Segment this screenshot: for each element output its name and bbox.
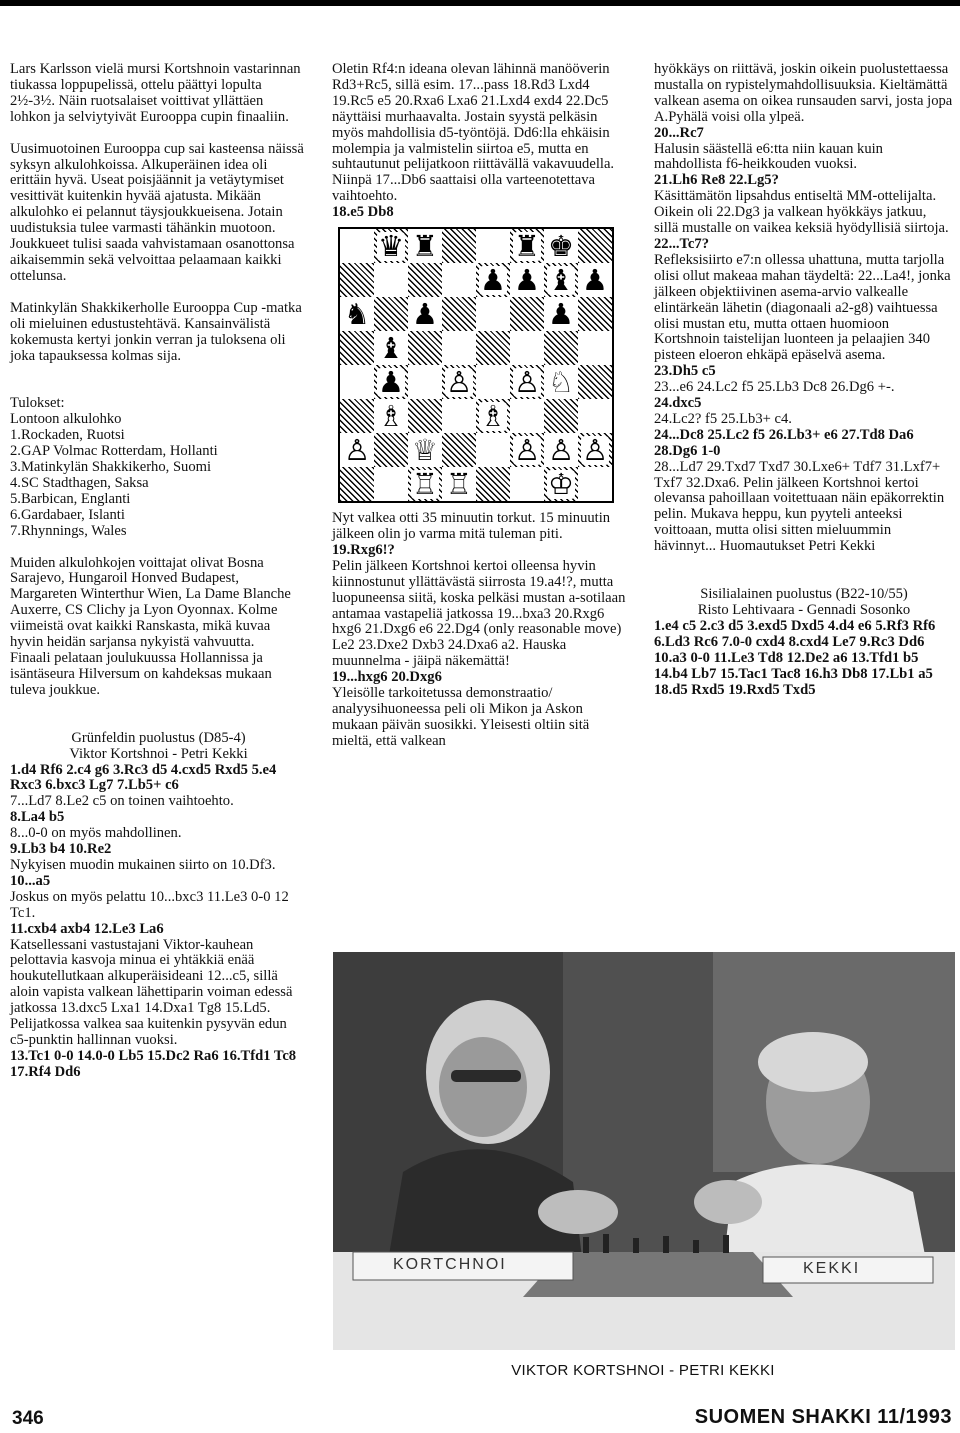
game-moves: 23.Dh5 c5 xyxy=(654,363,716,380)
board-square xyxy=(340,467,374,501)
chess-piece: ♝ xyxy=(548,262,574,297)
board-square xyxy=(578,263,612,297)
page-number: 346 xyxy=(12,1408,44,1429)
board-square xyxy=(340,399,374,433)
board-square xyxy=(544,297,578,331)
chess-piece: ♙ xyxy=(344,432,370,467)
game-moves: 19.Rxg6!? xyxy=(332,541,395,558)
board-square xyxy=(510,467,544,501)
board-square xyxy=(374,365,408,399)
board-square xyxy=(578,229,612,263)
board-square xyxy=(408,229,442,263)
board-square xyxy=(544,433,578,467)
board-square xyxy=(476,297,510,331)
chess-piece: ♟ xyxy=(378,364,404,399)
game-comment: 8...0-0 on myös mahdollinen. xyxy=(10,825,182,842)
board-square xyxy=(544,365,578,399)
board-square xyxy=(476,399,510,433)
results-item: 6.Gardabaer, Islanti xyxy=(10,506,125,523)
column-1 xyxy=(10,62,307,1081)
board-square xyxy=(340,331,374,365)
nameplate-left: KORTCHNOI xyxy=(393,1256,507,1273)
board-square xyxy=(442,433,476,467)
board-square xyxy=(340,365,374,399)
board-square xyxy=(510,297,544,331)
board-square xyxy=(578,365,612,399)
game-moves: 11.cxb4 axb4 12.Le3 La6 xyxy=(10,920,164,937)
board-square xyxy=(442,331,476,365)
chess-piece: ♕ xyxy=(412,432,438,467)
board-square xyxy=(578,331,612,365)
chess-piece: ♟ xyxy=(412,296,438,331)
board-square xyxy=(442,263,476,297)
board-square xyxy=(510,365,544,399)
paragraph: Käsittämätön lipsahdus entiseltä MM-ottelijalta. Oikein oli 22.Dg3 ja valkean hyökkäys jatkuu, sillä mustalle on vaikea keksiä hyödyllisiä siirtoja. xyxy=(654,188,949,237)
results-item: 5.Barbican, Englanti xyxy=(10,490,131,507)
paragraph: Refleksisiirto e7:n ollessa uhattuna, mutta tarjolla olisi ollut makeaa mahan täydeltä: 22...La4!, jonka jälkeen objektiivinen asema-arvio valkealle elintärkeän lähetin (diagonaali a2-g8) vaihtuessa olisi mustan etu, mutta ottaen huomioon Kortshnoin taistelijan luonteen ja pelaajien 340 pisteen eloeron ehkäpä epäselvä asema. xyxy=(654,251,951,364)
game-title: Sisilialainen puolustus (B22-10/55) xyxy=(700,586,908,603)
chess-piece: ♟ xyxy=(582,262,608,297)
board-square xyxy=(374,263,408,297)
board-square xyxy=(442,467,476,501)
paragraph: 28...Ld7 29.Txd7 Txd7 30.Lxe6+ Tdf7 31.Lxf7+ Txf7 32.Dxa6. Pelin jälkeen Kortshnoi kertoi olevansa pahoillaan voitettuaan näin epäkorrektin pelin. Mukava heppu, kun pyyteli anteeksi voittoaan, mutta olisi sitten mieluummin hävinnyt... Huomautukset Petri Kekki xyxy=(654,458,945,555)
board-square xyxy=(408,331,442,365)
board-square xyxy=(510,399,544,433)
board-square xyxy=(374,467,408,501)
results-item: 2.GAP Volmac Rotterdam, Hollanti xyxy=(10,443,218,460)
chess-piece: ♖ xyxy=(412,466,438,501)
game-players: Risto Lehtivaara - Gennadi Sosonko xyxy=(697,602,911,618)
board-square xyxy=(442,365,476,399)
paragraph: Matinkylän Shakkikerholle Eurooppa Cup -matka oli mieluinen edustustehtävä. Kansainvälistä kokemusta kertyi jonkin verran ja tuloksena oli joka tapauksessa kolmas sija. xyxy=(10,299,302,364)
game-comment: Joskus on myös pelattu 10...bxc3 11.Le3 0-0 12 Tc1. xyxy=(10,888,289,921)
match-photo xyxy=(333,952,955,1350)
chess-piece: ♝ xyxy=(378,330,404,365)
top-rule xyxy=(0,0,960,6)
board-square xyxy=(510,433,544,467)
game-moves: 9.Lb3 b4 10.Re2 xyxy=(10,841,112,858)
board-square xyxy=(510,263,544,297)
paragraph: Halusin säästellä e6:tta niin kauan kuin mahdollista f6-heikkouden vuoksi. xyxy=(654,140,883,173)
chess-piece: ♙ xyxy=(582,432,608,467)
results-item: 4.SC Stadthagen, Saksa xyxy=(10,474,149,491)
game-moves: 18.e5 Db8 xyxy=(332,204,394,221)
board-square xyxy=(476,331,510,365)
board-square xyxy=(510,229,544,263)
game-moves: 8.La4 b5 xyxy=(10,809,65,826)
chess-piece: ♘ xyxy=(548,364,574,399)
results-group: Lontoon alkulohko xyxy=(10,411,122,428)
board-square xyxy=(340,263,374,297)
paragraph: Finaali pelataan joulukuussa Hollannissa ja isäntäseura Hilversum on kahdeksas mukaan tuleva joukkue. xyxy=(10,650,272,698)
board-square xyxy=(578,467,612,501)
chess-piece: ♟ xyxy=(514,262,540,297)
chess-piece: ♚ xyxy=(548,228,574,263)
board-square xyxy=(544,263,578,297)
board-square xyxy=(476,263,510,297)
board-square xyxy=(578,399,612,433)
board-square xyxy=(374,399,408,433)
chess-piece: ♙ xyxy=(446,364,472,399)
chess-piece: ♙ xyxy=(514,432,540,467)
game-moves: 21.Lh6 Re8 22.Lg5? xyxy=(654,172,779,189)
paragraph: Uusimuotoinen Eurooppa cup sai kasteensa näissä syksyn alkulohkoissa. Alkuperäinen idea oli erittäin hyvä. Useat poisjäännit ja vetäytymiset vesittivät kuitenkin hyvää ajatusta. Mikään alkulohko ei pelannut täysjoukkueisena. Jotain uudistuksia tulee varmasti tähänkin muotoon. Joukkueet tulisi saada vahvistamaan osanottonsa aikaisemmin sekä velvoittaa pelaamaan kaikki ottelunsa. xyxy=(10,140,304,284)
column-3 xyxy=(654,62,954,698)
board-square xyxy=(408,297,442,331)
paragraph: Muiden alkulohkojen voittajat olivat Bosna Sarajevo, Hungaroil Honved Budapest, Margareten Winterthur Wien, La Dame Blanche Auxerre, CS Clichy ja Lyon Oyonnax. Kolme viimeistä ovat kaikki Ranskasta, mikä kuvaa hyvin heidän sarjansa nykyistä vahvuutta. xyxy=(10,554,291,651)
game-moves: 24.dxc5 xyxy=(654,395,702,412)
board-square xyxy=(544,399,578,433)
chess-piece: ♙ xyxy=(548,432,574,467)
game-comment: Nykyisen muodin mukainen siirto on 10.Df3. xyxy=(10,856,276,873)
results-list xyxy=(10,396,307,539)
game-comment: 7...Ld7 8.Le2 c5 on toinen vaihtoehto. xyxy=(10,793,234,810)
paragraph: Yleisölle tarkoitetussa demonstraatio/ analyysihuoneessa peli oli Mikon ja Askon mukaan päivän suosikki. Yleisesti oltiin sitä mieltä, että valkean xyxy=(332,685,590,749)
paragraph: 24.Lc2? f5 25.Lb3+ c4. xyxy=(654,410,792,427)
chess-piece: ♖ xyxy=(446,466,472,501)
board-square xyxy=(340,433,374,467)
chess-piece: ♞ xyxy=(344,296,370,331)
board-square xyxy=(578,433,612,467)
game-moves: 1.d4 Rf6 2.c4 g6 3.Rc3 d5 4.cxd5 Rxd5 5.e4 Rxc3 6.bxc3 Lg7 7.Lb5+ c6 xyxy=(10,761,277,794)
results-item: 1.Rockaden, Ruotsi xyxy=(10,427,125,444)
board-square xyxy=(340,229,374,263)
game-moves: 10...a5 xyxy=(10,872,51,889)
game-moves: 1.e4 c5 2.c3 d5 3.exd5 Dxd5 4.d4 e6 5.Rf3 Rf6 6.Ld3 Rc6 7.0-0 cxd4 8.cxd4 Le7 9.Rc3 Dd6 10.a3 0-0 11.Le3 Td8 12.De2 a6 13.Tfd1 b5 14.b4 Lb7 15.Tac1 Tac8 16.h3 Db8 17.Lb1 a5 18.d5 Rxd5 19.Rxd5 Txd5 xyxy=(654,617,936,698)
game-players: Viktor Kortshnoi - Petri Kekki xyxy=(69,745,248,762)
chess-piece: ♜ xyxy=(412,228,438,263)
board-square xyxy=(510,331,544,365)
board-square xyxy=(578,297,612,331)
chess-piece: ♛ xyxy=(378,228,404,263)
photo-caption: VIKTOR KORTSHNOI - PETRI KEKKI xyxy=(511,1362,775,1379)
board-square xyxy=(544,331,578,365)
paragraph: hyökkäys on riittävä, joskin oikein puolustettaessa mustalla on rypistelymahdollisuuksia. Kieltämättä valkean asema on oikea runsauden sarvi, josta jopa A.Pyhälä voisi olla ylpeä. xyxy=(654,61,953,125)
chess-diagram xyxy=(338,227,614,503)
board-square xyxy=(374,229,408,263)
board-square xyxy=(374,297,408,331)
board-square xyxy=(476,365,510,399)
board-square xyxy=(476,229,510,263)
results-heading: Tulokset: xyxy=(10,395,65,412)
results-item: 7.Rhynnings, Wales xyxy=(10,522,127,539)
nameplate-right: KEKKI xyxy=(803,1260,861,1277)
paragraph: Pelin jälkeen Kortshnoi kertoi olleensa hyvin kiinnostunut yllättävästä siirrosta 19.a4!?, mutta luopuneensa siitä, koska pelkäsi mustan a-sotilaan antamaa vastapeliä jatkossa 19...bxa3 20.Rxg6 hxg6 21.Dxg6 e6 22.Dg4 (only reasonable move) Le2 23.Dxe2 Dxb3 24.Dxa6 a2. Hauska muunnelma - jäipä näkemättä! xyxy=(332,557,626,670)
game-moves: 22...Tc7? xyxy=(654,235,710,252)
paragraph: Lars Karlsson vielä mursi Kortshnoin vastarinnan tiukassa loppupelissä, ottelu päättyi lopulta 2½-3½. Näin ruotsalaiset voittivat yllättäen lohkon ja selviytyivät Eurooppa cupin finaaliin. xyxy=(10,61,301,125)
paragraph: Nyt valkea otti 35 minuutin torkut. 15 minuutin jälkeen olin jo varma mitä tuleman piti. xyxy=(332,510,611,542)
board-square xyxy=(544,467,578,501)
chess-piece: ♙ xyxy=(514,364,540,399)
board-square xyxy=(374,433,408,467)
paragraph: 23...e6 24.Lc2 f5 25.Lb3 Dc8 26.Dg6 +-. xyxy=(654,379,895,396)
board-square xyxy=(442,297,476,331)
board-square xyxy=(408,433,442,467)
paragraph: Oletin Rf4:n ideana olevan lähinnä manööverin Rd3+Rc5, sillä esim. 17...pass 18.Rd3 Lxd4 19.Rc5 e5 20.Rxa6 Lxa6 21.Lxd4 exd4 22.Dc5 näyttäisi murhaavalta. Jostain syystä pelkäsin myös mahdollisia d5-työntöjä. Dd6:lla ehkäisin molempia ja valmistelin siirtoa e5, mutta en suhtautunut pelijatkoon riittävällä vakavuudella. Niinpä 17...Db6 saattaisi olla varteenotettava vaihtoehto. xyxy=(332,61,615,205)
magazine-title: SUOMEN SHAKKI 11/1993 xyxy=(694,1406,952,1428)
board-square xyxy=(408,467,442,501)
column-2 xyxy=(332,62,630,750)
chess-piece: ♟ xyxy=(480,262,506,297)
photo-illustration xyxy=(333,952,955,1350)
results-item: 3.Matinkylän Shakkikerho, Suomi xyxy=(10,459,212,476)
board-square xyxy=(442,399,476,433)
chess-piece: ♗ xyxy=(480,398,506,433)
board-square xyxy=(408,365,442,399)
chess-piece: ♟ xyxy=(548,296,574,331)
board-square xyxy=(476,433,510,467)
game-comment: Katsellessani vastustajani Viktor-kauhean pelottavia kasvoja minua ei yhtäkkiä enää houkutellutkaan alkuperäisideani 12...c5, sillä aloin vapista valkean lähettiparin voiman edessä jatkossa 13.dxc5 Lxa1 14.Dxa1 Tg8 15.Ld5. Pelijatkossa valkea saa kuitenkin pysyvän edun c5-punktin hallinnan vuoksi. xyxy=(10,936,293,1048)
board-square xyxy=(408,399,442,433)
game-moves: 19...hxg6 20.Dxg6 xyxy=(332,669,442,686)
board-square xyxy=(476,467,510,501)
game-moves: 24...Dc8 25.Lc2 f5 26.Lb3+ e6 27.Td8 Da6 28.Dg6 1-0 xyxy=(654,426,914,459)
game-title: Grünfeldin puolustus (D85-4) xyxy=(71,729,246,746)
game-moves: 20...Rc7 xyxy=(654,124,704,141)
board-square xyxy=(408,263,442,297)
board-square xyxy=(442,229,476,263)
chess-piece: ♔ xyxy=(548,466,574,501)
board-square xyxy=(374,331,408,365)
board-square xyxy=(544,229,578,263)
game-moves: 13.Tc1 0-0 14.0-0 Lb5 15.Dc2 Ra6 16.Tfd1 Tc8 17.Rf4 Dd6 xyxy=(10,1047,297,1080)
board-square xyxy=(340,297,374,331)
chess-piece: ♜ xyxy=(514,228,540,263)
chess-piece: ♗ xyxy=(378,398,404,433)
